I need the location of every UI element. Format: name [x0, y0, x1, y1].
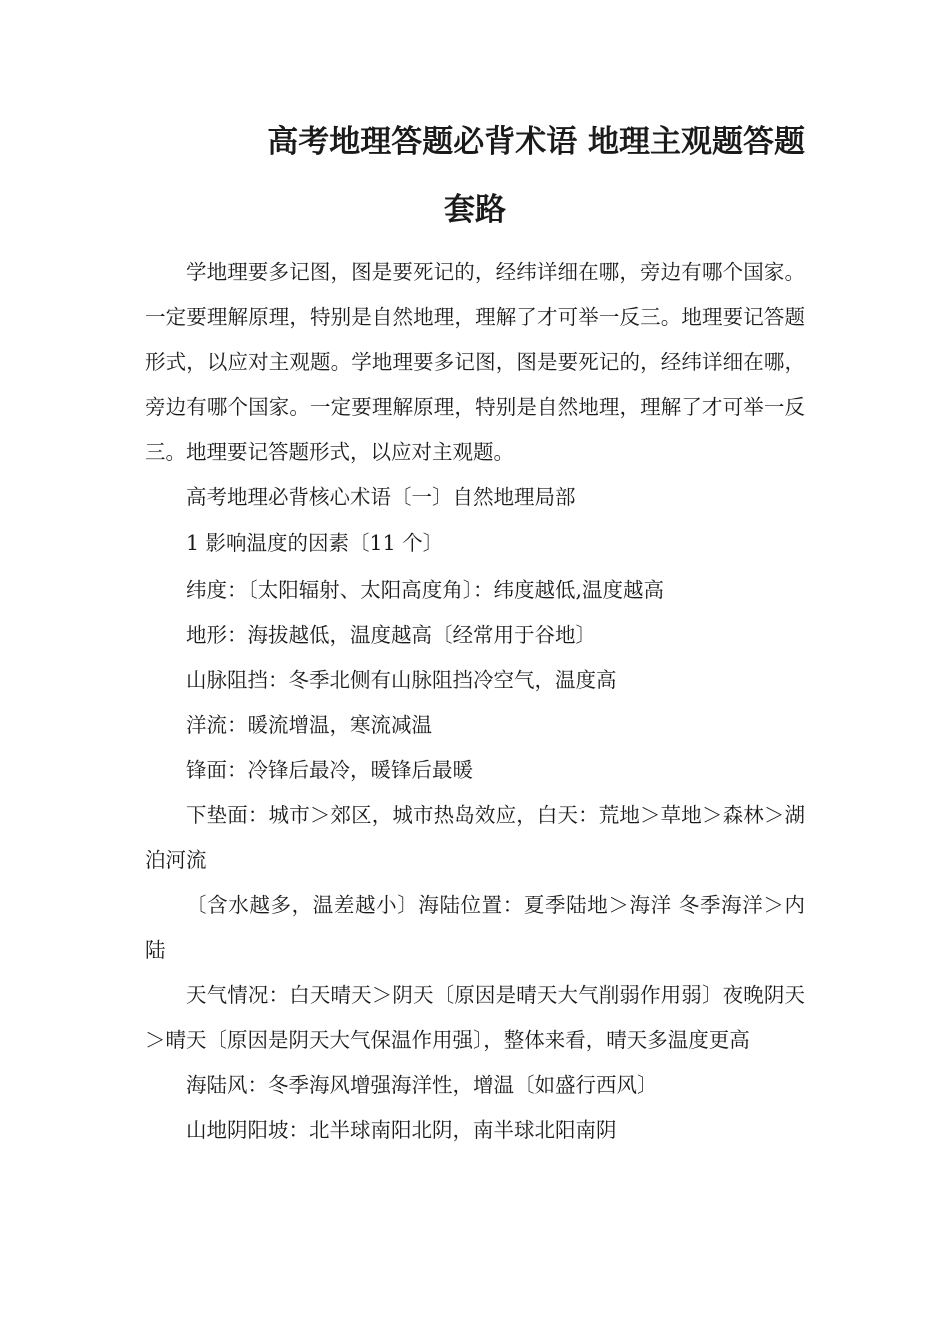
factor-underlying-surface: 下垫面：城市＞郊区，城市热岛效应，白天：荒地＞草地＞森林＞湖泊河流 — [145, 803, 805, 872]
section-heading: 高考地理必背核心术语〔一〕自然地理局部 — [186, 485, 576, 509]
factor-mountain-barrier: 山脉阻挡：冬季北侧有山脉阻挡冷空气，温度高 — [186, 668, 617, 692]
document-title-line-1: 高考地理答题必背术语 地理主观题答题 — [267, 124, 805, 160]
subsection-heading: 1 影响温度的因素〔11 个〕 — [186, 531, 444, 555]
factor-weather: 天气情况：白天晴天＞阴天〔原因是晴天大气削弱作用弱〕夜晚阴天＞晴天〔原因是阴天大气保温作用强〕，整体来看，晴天多温度更高 — [145, 983, 805, 1052]
factor-terrain: 地形：海拔越低，温度越高〔经常用于谷地〕 — [186, 623, 596, 647]
factor-land-sea-position: 〔含水越多，温差越小〕海陆位置：夏季陆地＞海洋 冬季海洋＞内陆 — [145, 893, 805, 962]
factor-latitude: 纬度：〔太阳辐射、太阳高度角〕：纬度越低,温度越高 — [186, 578, 665, 602]
factor-slope-aspect: 山地阴阳坡：北半球南阳北阴，南半球北阳南阴 — [186, 1118, 617, 1142]
document-body — [145, 250, 805, 1153]
intro-paragraph: 学地理要多记图，图是要死记的，经纬详细在哪，旁边有哪个国家。一定要理解原理，特别是自然地理，理解了才可举一反三。地理要记答题形式，以应对主观题。学地理要多记图，图是要死记的，经纬详细在哪，旁边有哪个国家。一定要理解原理，特别是自然地理，理解了才可举一反三。地理要记答题形式，以应对主观题。 — [145, 260, 805, 464]
document-title-line-2: 套路 — [444, 192, 506, 228]
factor-sea-land-wind: 海陆风：冬季海风增强海洋性，增温〔如盛行西风〕 — [186, 1073, 658, 1097]
factor-front: 锋面：冷锋后最冷，暖锋后最暖 — [186, 758, 473, 782]
factor-ocean-current: 洋流：暖流增温，寒流减温 — [186, 713, 432, 737]
